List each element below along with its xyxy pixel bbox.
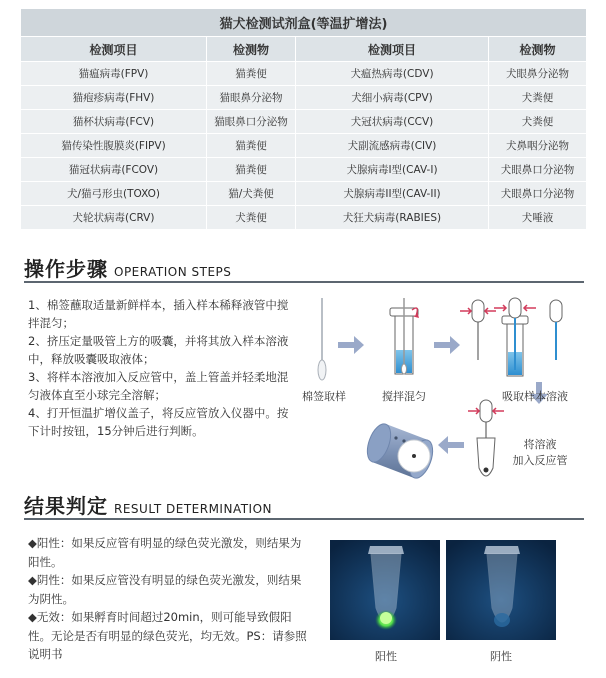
result-negative: ◆阴性：如果反应管没有明显的绿色荧光激发，则结果为阴性。 bbox=[28, 573, 302, 606]
header-test-item: 检测项目 bbox=[21, 37, 207, 62]
negative-label: 阴性 bbox=[490, 650, 512, 663]
table-cell: 猫粪便 bbox=[207, 134, 296, 158]
table-cell: 犬粪便 bbox=[207, 206, 296, 230]
table-cell: 猫传染性腹膜炎(FIPV) bbox=[21, 134, 207, 158]
table-cell: 犬狂犬病毒(RABIES) bbox=[296, 206, 489, 230]
table-cell: 犬冠状病毒(CCV) bbox=[296, 110, 489, 134]
positive-photo bbox=[330, 540, 440, 640]
pipette-squeeze-icon bbox=[460, 300, 496, 360]
table-cell: 犬眼鼻分泌物 bbox=[489, 62, 587, 86]
table-cell: 猫眼鼻口分泌物 bbox=[207, 110, 296, 134]
table-cell: 猫疱疹病毒(FHV) bbox=[21, 86, 207, 110]
section-divider bbox=[24, 518, 584, 520]
table-row bbox=[21, 158, 587, 182]
operation-title-zh: 操作步骤 bbox=[24, 257, 108, 281]
positive-label: 阳性 bbox=[375, 650, 397, 663]
arrow-right-icon bbox=[338, 336, 364, 354]
table-cell: 猫眼鼻分泌物 bbox=[207, 86, 296, 110]
result-list bbox=[28, 534, 308, 664]
label-stir: 搅拌混匀 bbox=[382, 390, 426, 403]
label-aspirate: 吸取样本溶液 bbox=[502, 390, 568, 403]
step-3: 3、将样本溶液加入反应管中，盖上管盖并轻柔地混匀液体直至小球完全溶解； bbox=[28, 370, 289, 402]
table-row bbox=[21, 134, 587, 158]
arrow-right-icon bbox=[434, 336, 460, 354]
section-divider bbox=[24, 281, 584, 283]
header-test-item: 检测项目 bbox=[296, 37, 489, 62]
positive-tube-image bbox=[330, 540, 440, 640]
table-cell: 犬眼鼻口分泌物 bbox=[489, 158, 587, 182]
operation-steps-heading bbox=[24, 253, 231, 282]
table-cell: 犬腺病毒I型(CAV-I) bbox=[296, 158, 489, 182]
step-1: 1、棉签蘸取适量新鲜样本，插入样本稀释液管中搅拌混匀； bbox=[28, 298, 289, 330]
table-cell: 犬眼鼻口分泌物 bbox=[489, 182, 587, 206]
table-cell: 犬轮状病毒(CRV) bbox=[21, 206, 207, 230]
operation-steps-list bbox=[28, 296, 290, 440]
negative-photo bbox=[446, 540, 556, 640]
header-specimen: 检测物 bbox=[489, 37, 587, 62]
table-cell: 犬细小病毒(CPV) bbox=[296, 86, 489, 110]
operation-title-en: OPERATION STEPS bbox=[114, 265, 232, 279]
table-cell: 犬鼻咽分泌物 bbox=[489, 134, 587, 158]
operation-diagram bbox=[296, 290, 596, 490]
table-cell: 猫冠状病毒(FCOV) bbox=[21, 158, 207, 182]
label-add-line2: 加入反应管 bbox=[512, 454, 568, 467]
table-cell: 犬瘟热病毒(CDV) bbox=[296, 62, 489, 86]
table-row bbox=[21, 62, 587, 86]
table-cell: 猫/犬粪便 bbox=[207, 182, 296, 206]
table-row bbox=[21, 110, 587, 134]
table-row bbox=[21, 182, 587, 206]
result-title-en: RESULT DETERMINATION bbox=[114, 502, 273, 516]
result-heading bbox=[24, 490, 272, 519]
table-row bbox=[21, 206, 587, 230]
label-swab: 棉签取样 bbox=[302, 390, 346, 403]
step-4: 4、打开恒温扩增仪盖子，将反应管放入仪器中。按下计时按钮，15分钟后进行判断。 bbox=[28, 406, 289, 438]
result-invalid: ◆无效：如果孵育时间超过20min，则可能导致假阳性。无论是否有明显的绿色荧光，均无效。PS：请参照说明书 bbox=[28, 610, 307, 661]
table-cell: 犬粪便 bbox=[489, 86, 587, 110]
tube-slot-icon bbox=[398, 440, 430, 472]
table-row bbox=[21, 86, 587, 110]
dilution-tube-icon bbox=[390, 298, 418, 374]
table-header-row bbox=[21, 37, 587, 62]
swab-icon bbox=[318, 298, 326, 380]
table-cell: 猫粪便 bbox=[207, 158, 296, 182]
table-cell: 犬/猫弓形虫(TOXO) bbox=[21, 182, 207, 206]
pipette-filled-icon bbox=[550, 300, 562, 360]
test-kit-table bbox=[20, 8, 587, 230]
aspirate-tube-icon bbox=[494, 298, 536, 376]
table-cell: 犬腺病毒II型(CAV-II) bbox=[296, 182, 489, 206]
label-add-line1: 将溶液 bbox=[523, 438, 557, 451]
table-cell: 猫杯状病毒(FCV) bbox=[21, 110, 207, 134]
result-positive: ◆阳性：如果反应管有明显的绿色荧光激发，则结果为阳性。 bbox=[28, 536, 302, 569]
negative-tube-image bbox=[446, 540, 556, 640]
table-cell: 犬唾液 bbox=[489, 206, 587, 230]
result-title-zh: 结果判定 bbox=[24, 494, 108, 518]
table-title: 猫犬检测试剂盒(等温扩增法) bbox=[21, 9, 587, 37]
step-2: 2、挤压定量吸管上方的吸囊，并将其放入样本溶液中，释放吸囊吸取液体； bbox=[28, 334, 289, 366]
arrow-left-icon bbox=[438, 436, 464, 454]
table-cell: 猫粪便 bbox=[207, 62, 296, 86]
header-specimen: 检测物 bbox=[207, 37, 296, 62]
table-cell: 犬副流感病毒(CIV) bbox=[296, 134, 489, 158]
table-cell: 猫瘟病毒(FPV) bbox=[21, 62, 207, 86]
reaction-tube-icon bbox=[468, 400, 504, 476]
table-cell: 犬粪便 bbox=[489, 110, 587, 134]
